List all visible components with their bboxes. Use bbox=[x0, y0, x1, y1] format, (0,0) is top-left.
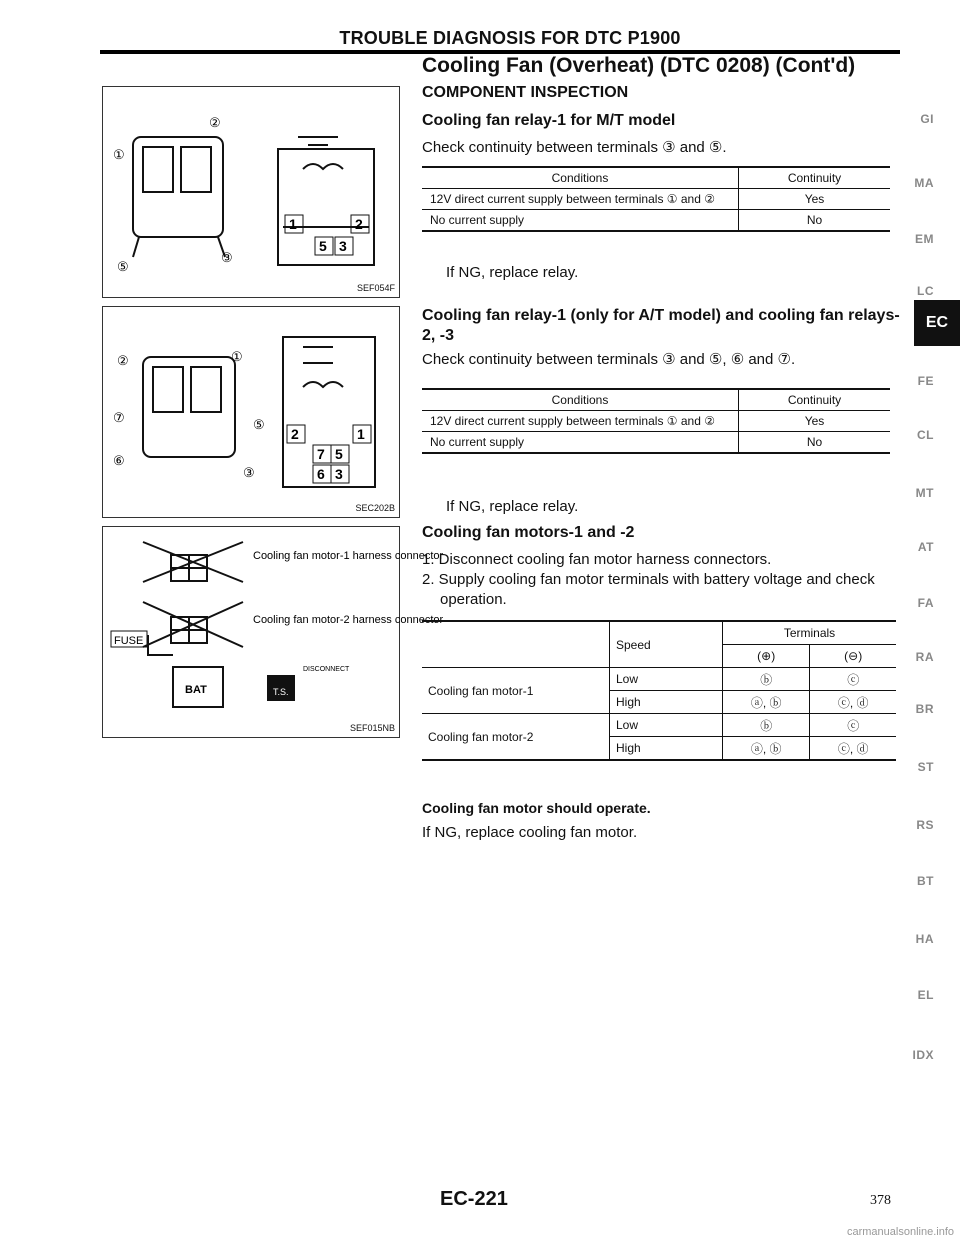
figure-relay-2 bbox=[102, 306, 400, 518]
relay-2-instruction: Check continuity between terminals ③ and ⑤, ⑥ and ⑦. bbox=[422, 351, 796, 368]
motor-2-cell: Cooling fan motor-2 bbox=[422, 714, 610, 761]
side-index-st[interactable]: ST bbox=[917, 760, 934, 774]
side-index-lc[interactable]: LC bbox=[917, 284, 934, 298]
label-1: ① bbox=[113, 147, 125, 162]
motors-table bbox=[422, 620, 896, 761]
speed-cell: Low bbox=[610, 714, 723, 737]
side-index-ra[interactable]: RA bbox=[915, 650, 934, 664]
label-5: ⑤ bbox=[253, 417, 265, 432]
bat-label: BAT bbox=[185, 684, 207, 696]
speed-header: Speed bbox=[610, 621, 723, 668]
side-index-at[interactable]: AT bbox=[917, 540, 934, 554]
pin-2: 2 bbox=[355, 216, 363, 232]
relay-2-table bbox=[422, 388, 890, 454]
relay-2-diagram bbox=[103, 307, 399, 517]
cell-condition: No current supply bbox=[422, 210, 739, 232]
speed-cell: High bbox=[610, 691, 723, 714]
figure-code: SEF015NB bbox=[349, 723, 395, 733]
side-index-ec[interactable]: EC bbox=[914, 300, 960, 346]
step-2: 2. Supply cooling fan motor terminals with battery voltage and check operation. bbox=[422, 571, 875, 608]
footer-code: EC-221 bbox=[440, 1188, 508, 1210]
relay-1-heading: Cooling fan relay-1 for M/T model bbox=[422, 112, 676, 129]
pin-3: 3 bbox=[335, 466, 343, 482]
col-conditions: Conditions bbox=[422, 167, 739, 189]
side-index-el[interactable]: EL bbox=[917, 988, 934, 1002]
watermark: carmanualsonline.info bbox=[846, 1226, 954, 1238]
cell-continuity: No bbox=[806, 213, 823, 227]
col-conditions: Conditions bbox=[422, 389, 739, 411]
plus-cell: ⓐ, ⓑ bbox=[723, 737, 810, 761]
side-index-ha[interactable]: HA bbox=[915, 932, 934, 946]
side-index-idx[interactable]: IDX bbox=[912, 1048, 934, 1062]
label-7: ⑦ bbox=[113, 410, 125, 425]
pin-6: 6 bbox=[317, 466, 325, 482]
label-3: ③ bbox=[221, 250, 233, 265]
label-6: ⑥ bbox=[113, 453, 125, 468]
col-continuity: Continuity bbox=[787, 171, 842, 185]
cell-continuity: No bbox=[806, 435, 823, 449]
minus-cell: ⓒ, ⓓ bbox=[810, 691, 896, 714]
speed-cell: High bbox=[610, 737, 723, 761]
plus-cell: ⓑ bbox=[723, 668, 810, 691]
label-2: ② bbox=[117, 353, 129, 368]
relay-1-ng: If NG, replace relay. bbox=[446, 264, 579, 281]
side-index-fe[interactable]: FE bbox=[917, 374, 934, 388]
page-title: Cooling Fan (Overheat) (DTC 0208) (Cont'd) bbox=[422, 54, 856, 77]
side-index-fa[interactable]: FA bbox=[917, 596, 934, 610]
figure-relay-1 bbox=[102, 86, 400, 298]
side-index-gi[interactable]: GI bbox=[920, 112, 934, 126]
ts-label: T.S. bbox=[273, 687, 289, 697]
minus-cell: ⓒ bbox=[810, 668, 896, 691]
pin-7: 7 bbox=[317, 446, 325, 462]
motors-ng: If NG, replace cooling fan motor. bbox=[422, 824, 638, 841]
relay-1-table bbox=[422, 166, 890, 232]
label-1: ① bbox=[231, 349, 243, 364]
side-index-em[interactable]: EM bbox=[915, 232, 934, 246]
terminals-header: Terminals bbox=[723, 621, 897, 645]
pin-5: 5 bbox=[335, 446, 343, 462]
section-title: COMPONENT INSPECTION bbox=[422, 84, 629, 101]
minus-cell: ⓒ, ⓓ bbox=[837, 741, 869, 756]
col-continuity: Continuity bbox=[787, 393, 842, 407]
side-index-mt[interactable]: MT bbox=[915, 486, 934, 500]
speed-cell: Low bbox=[610, 668, 723, 691]
pin-3: 3 bbox=[339, 238, 347, 254]
cell-condition: 12V direct current supply between terminals ① and ② bbox=[422, 411, 739, 432]
pin-5: 5 bbox=[319, 238, 327, 254]
fan-motor-diagram bbox=[103, 527, 444, 737]
motor-2-label: Cooling fan motor-2 harness connector bbox=[253, 614, 444, 626]
relay-1-instruction: Check continuity between terminals ③ and ⑤. bbox=[422, 139, 727, 156]
figure-code: SEC202B bbox=[355, 503, 395, 513]
motor-1-cell: Cooling fan motor-1 bbox=[422, 668, 610, 714]
motor-1-label: Cooling fan motor-1 harness connector bbox=[253, 550, 444, 562]
plus-cell: ⓐ, ⓑ bbox=[723, 691, 810, 714]
motors-operate: Cooling fan motor should operate. bbox=[422, 800, 651, 816]
relay-2-ng: If NG, replace relay. bbox=[446, 498, 579, 515]
side-index-br[interactable]: BR bbox=[915, 702, 934, 716]
relay-1-diagram bbox=[103, 87, 399, 297]
side-index-rs[interactable]: RS bbox=[916, 818, 934, 832]
fuse-label: FUSE bbox=[114, 635, 144, 647]
step-1: 1. Disconnect cooling fan motor harness connectors. bbox=[422, 551, 772, 568]
label-3: ③ bbox=[243, 465, 255, 480]
relay-2-heading: Cooling fan relay-1 (only for A/T model) and cooling fan relays-2, -3 bbox=[422, 307, 900, 344]
label-2: ② bbox=[209, 115, 221, 130]
minus-header: (⊖) bbox=[810, 645, 896, 668]
motors-heading: Cooling fan motors-1 and -2 bbox=[422, 524, 635, 541]
cell-condition: No current supply bbox=[422, 432, 739, 454]
page-header: TROUBLE DIAGNOSIS FOR DTC P1900 bbox=[339, 28, 681, 48]
page-number: 378 bbox=[870, 1193, 891, 1208]
side-index-cl[interactable]: CL bbox=[917, 428, 934, 442]
plus-header: (⊕) bbox=[723, 645, 810, 668]
cell-condition: 12V direct current supply between terminals ① and ② bbox=[422, 189, 739, 210]
pin-1: 1 bbox=[289, 216, 297, 232]
disconnect-label: DISCONNECT bbox=[303, 666, 350, 673]
motors-steps bbox=[422, 550, 902, 610]
side-index-ma[interactable]: MA bbox=[914, 176, 934, 190]
pin-2: 2 bbox=[291, 426, 299, 442]
figure-fan-motor bbox=[102, 526, 444, 738]
figure-code: SEF054F bbox=[356, 283, 395, 293]
cell-continuity: Yes bbox=[804, 192, 825, 206]
label-5: ⑤ bbox=[117, 259, 129, 274]
cell-continuity: Yes bbox=[804, 414, 825, 428]
side-index-bt[interactable]: BT bbox=[917, 874, 934, 888]
plus-cell: ⓑ bbox=[723, 714, 810, 737]
minus-cell: ⓒ bbox=[810, 714, 896, 737]
pin-1: 1 bbox=[357, 426, 365, 442]
